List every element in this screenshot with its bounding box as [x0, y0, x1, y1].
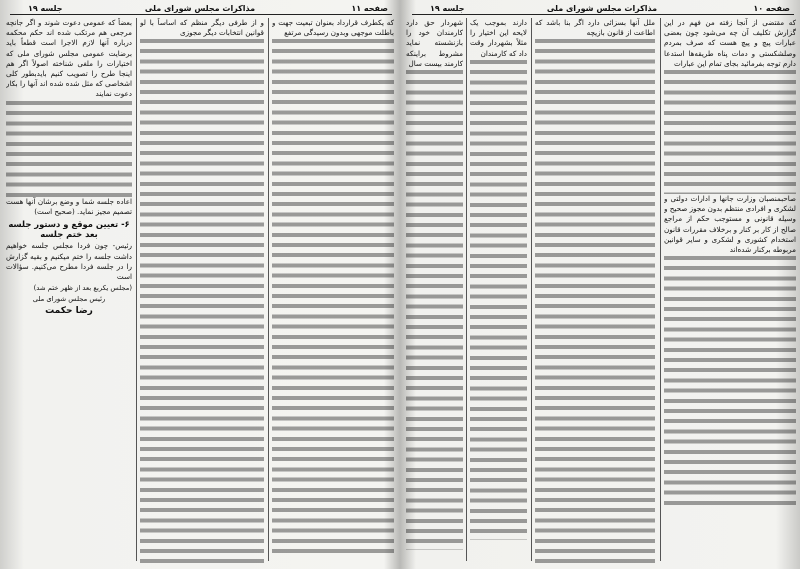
illegible-text-block — [664, 256, 796, 506]
illegible-text-block — [470, 60, 527, 540]
page-number: صفحه ۱۱ — [351, 4, 388, 13]
session-number: جلسه ۱۹ — [430, 4, 465, 13]
column-divider — [531, 18, 532, 561]
header-rule — [412, 14, 794, 15]
publication-title: مذاکرات مجلس شورای ملی — [546, 4, 658, 13]
paragraph: دارند بموجب یک لایحه این اختیار را مثلاً بشهردار وقت داد که کارمندان — [470, 18, 527, 58]
header-rule — [10, 14, 392, 15]
illegible-text-block — [406, 70, 463, 550]
paragraph: رئیس- چون فردا مجلس جلسه خواهیم داشت جلسه را ختم میکنیم و بقیه گزارش را در جلسه فردا مطرح می‌کنیم. سؤالات است — [6, 241, 132, 282]
paragraph: و از طرفی دیگر منظم که اساساً با لو قوانین انتخابات دیگر مجوزی — [140, 18, 264, 38]
paragraph: بعضاً که عمومی دعوت شوند و اگر جانچه مرجعی هم مرتکب شده اند حکم محکمه درباره آنها لازم الاجرا است قطعاً باید برضایت عمومی مجلس شورای ملی که اختیارات را ملغی شناخته اصولاً اگر هم اینجا طرح را تصویب کنیم بایدبطور کلی اشخاصی که مثل شده شده اند آنها را بکار دعوت نمایند — [6, 18, 132, 99]
column-middle — [140, 18, 264, 563]
paragraph: صاحبمنصبان وزارت جانها و ادارات دولتی و لشکری و افرادی منتظم بدون مجوز صحیح و وسیله قانونی و مستوجب حکم از مراجع صالح از کار بر کنار و برخلاف مقررات قانون استخدام کشوری و لشکری و سایر قوانین مربوطه برکنار شده‌اند — [664, 194, 796, 255]
illegible-text-block — [535, 39, 655, 563]
publication-title: مذاکرات مجلس شورای ملی — [144, 4, 256, 13]
page-number: صفحه ۱۰ — [753, 4, 790, 13]
column-divider — [268, 18, 269, 561]
column-divider — [136, 18, 137, 561]
signature-name: رضا حکمت — [45, 305, 93, 316]
session-number: جلسه ۱۹ — [28, 4, 63, 13]
paragraph: اعاده جلسه شما و وضع برشان آنها هست تصمیم مجیز نماید. (صحیح است) — [6, 196, 132, 216]
paragraph: ملل آنها بسزائی دارد اگر بنا باشد که اطاعت از قانون بازیچه — [535, 18, 655, 38]
column-middle — [535, 18, 655, 563]
column-left — [6, 18, 132, 563]
page-10 — [402, 0, 800, 569]
illegible-text-block — [664, 70, 796, 194]
paragraph: که مقتضی از آنجا زفته من فهم در این گزارش تکلیف آن چه می‌شود چون بعضی عبارات پیچ و پیچ هست که صرف بمردم وصلشکستی و دمات پناه طریقه‌ها استدعا دارم توجه بفرمائید بجای تمام این عبارات — [664, 18, 796, 68]
closing-note: (مجلس یکربع بعد از ظهر ختم شد) — [33, 284, 132, 293]
paragraph: که یکطرف قرارداد بعنوان تبعیت جهت و باطلت موجهی وبدون رسیدگی مرتفع — [272, 18, 394, 38]
agenda-heading: ۶- تعیین موقع و دستور جلسه بعد ختم جلسه — [8, 219, 130, 240]
column-right — [272, 18, 394, 563]
column-right — [664, 18, 796, 563]
column-divider — [660, 18, 661, 561]
illegible-text-block — [6, 101, 132, 197]
column-left-a — [470, 18, 527, 563]
illegible-text-block — [272, 39, 394, 559]
paragraph: شهردار حق دارد کارمندان خود را بازنشسته نماید مشروط براینکه کارمند بیست سال — [406, 18, 463, 68]
column-divider — [466, 18, 467, 561]
signature-title: رئیس مجلس شورای ملی — [32, 295, 106, 304]
page-11 — [0, 0, 398, 569]
column-left-b — [406, 18, 463, 563]
illegible-text-block — [140, 39, 264, 563]
